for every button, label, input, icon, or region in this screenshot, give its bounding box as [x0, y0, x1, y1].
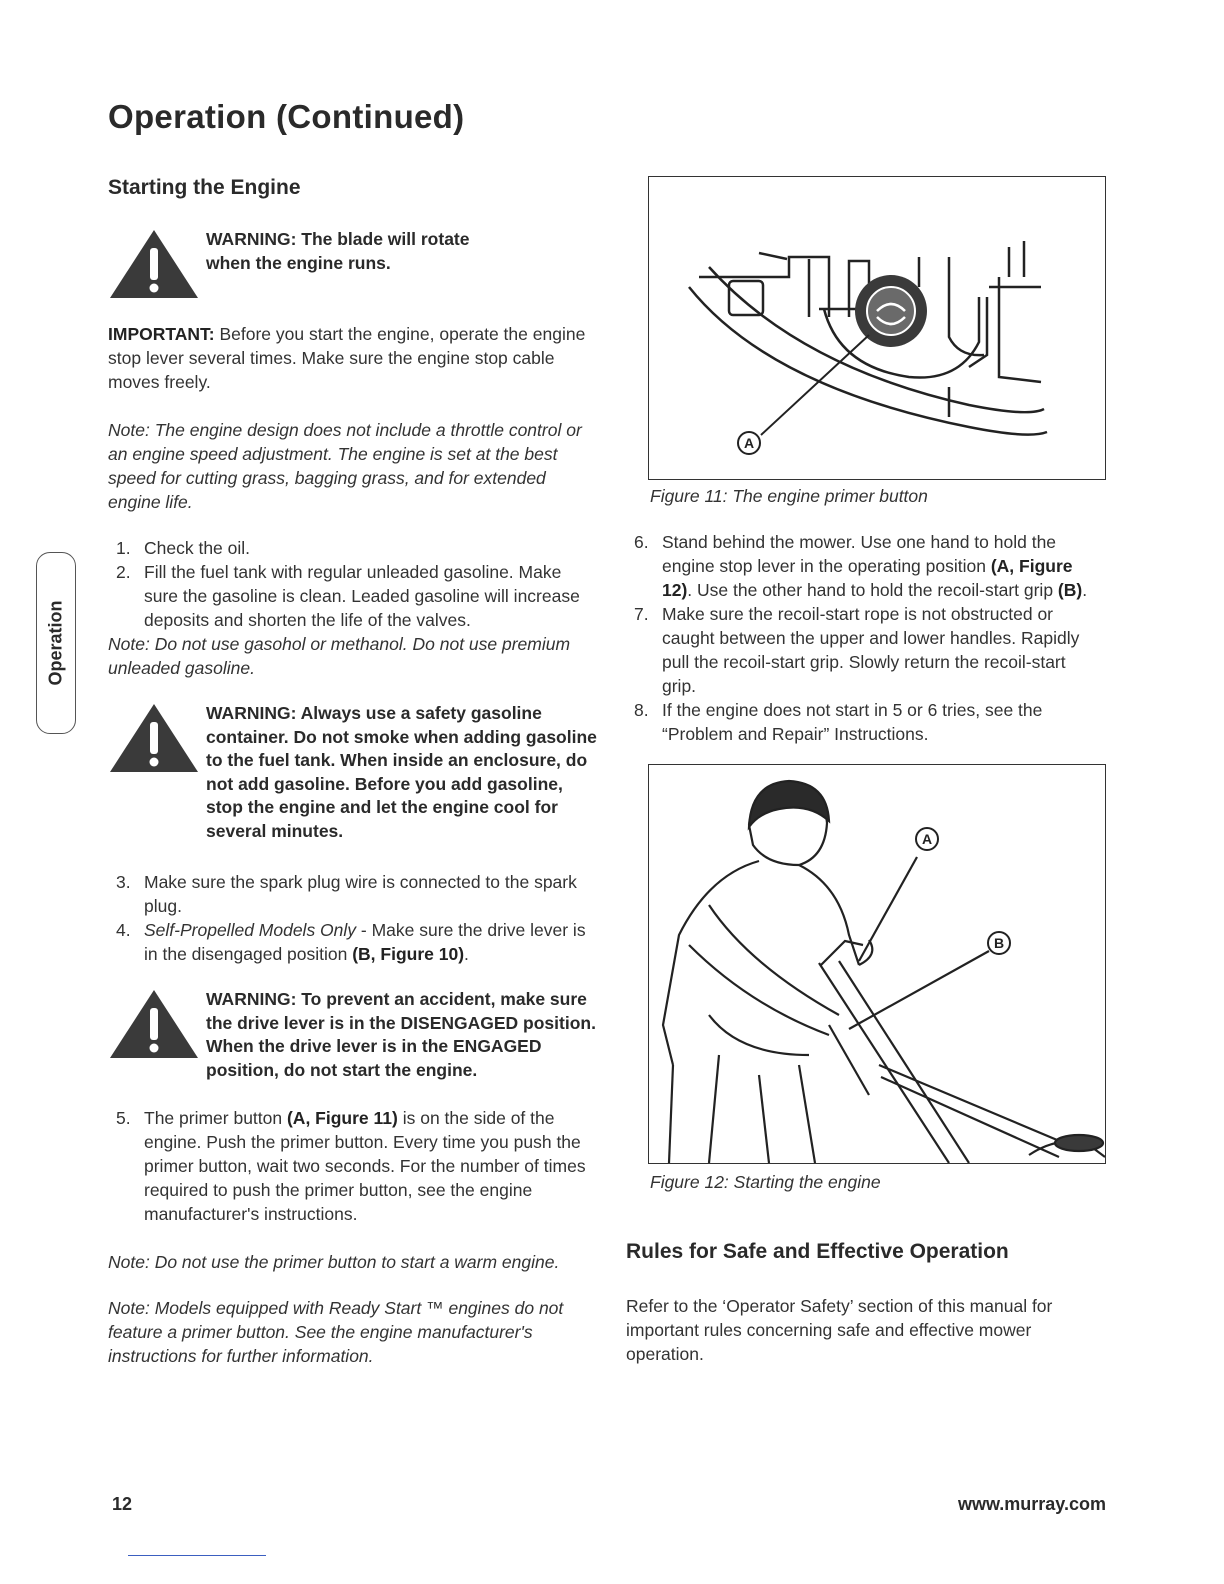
footer-url: www.murray.com	[957, 1494, 1106, 1514]
warning-triangle-icon	[108, 988, 200, 1060]
warning-line: when the engine runs.	[206, 252, 391, 273]
step-italic: Self-Propelled Models Only	[144, 920, 357, 940]
figure-reference: (A, Figure 12)	[662, 556, 1073, 600]
note-ready-start: Note: Models equipped with Ready Start ™ engines do not feature a primer button. See the engine manufacturer's instructions for further information.	[108, 1298, 564, 1366]
step-number: 4.	[116, 920, 131, 940]
section-heading-starting: Starting the Engine	[108, 176, 301, 199]
warning-text	[206, 228, 470, 275]
note-gasohol: Note: Do not use gasohol or methanol. Do not use premium unleaded gasoline.	[108, 634, 571, 678]
warning-triangle-icon	[108, 228, 200, 300]
step-number: 8.	[634, 700, 649, 720]
step-text: is on the side of the engine. Push the primer button. Every time you push the primer button, wait two seconds. For the number of times required to push the primer button, see the engine manufacturer's instructions.	[144, 1108, 586, 1224]
step-text: - Make sure the drive lever is in the disengaged position	[144, 920, 586, 964]
figure-reference: (B)	[1057, 580, 1083, 600]
figure-11-caption: Figure 11: The engine primer button	[650, 486, 928, 506]
steps-list-3	[108, 1106, 592, 1226]
step-text: The primer button	[144, 1108, 287, 1128]
warning-line: WARNING: To prevent an accident, make sure	[206, 989, 587, 1009]
step-text: If the engine does not start in 5 or 6 tries, see the “Problem and Repair” Instructions.	[662, 700, 1043, 744]
warning-drive-lever	[108, 988, 598, 1088]
important-label: IMPORTANT:	[108, 324, 215, 344]
step-text: Check the oil.	[144, 538, 251, 558]
bottom-rule	[128, 1555, 266, 1556]
step-text: . Use the other hand to hold the recoil-start grip	[687, 580, 1058, 600]
step-number: 6.	[634, 532, 649, 552]
step-text: Stand behind the mower. Use one hand to hold the engine stop lever in the operating position	[662, 532, 1057, 576]
list-item	[626, 602, 1102, 698]
starting-engine-illustration	[649, 765, 1105, 1163]
warning-text	[206, 702, 597, 843]
figure-reference: (A, Figure 11)	[286, 1108, 398, 1128]
callout-a: A	[921, 831, 933, 847]
step-end: .	[1082, 580, 1088, 600]
step-text: Make sure the spark plug wire is connected to the spark plug.	[144, 872, 577, 916]
step-number: 2.	[116, 562, 131, 582]
list-item	[626, 530, 1102, 602]
step-end: .	[464, 944, 469, 964]
warning-triangle-icon	[108, 702, 200, 774]
engine-primer-illustration	[649, 177, 1105, 479]
steps-list-4	[626, 530, 1102, 746]
step-text: Make sure the recoil-start rope is not obstructed or caught between the upper and lower handles. Rapidly pull the recoil-start grip. Slowly return the recoil-start grip.	[662, 604, 1080, 696]
important-paragraph	[108, 322, 586, 394]
page-number: 12	[112, 1494, 133, 1514]
list-item	[108, 1106, 592, 1226]
page-title: Operation (Continued)	[108, 98, 465, 135]
figure-12	[648, 764, 1106, 1164]
side-tab-label: Operation	[45, 600, 66, 686]
step-text: Fill the fuel tank with regular unleaded gasoline. Make sure the gasoline is clean. Leaded gasoline will increase deposits and shorten the life of the valves.	[144, 562, 580, 630]
step-number: 7.	[634, 604, 649, 624]
warning-line: not add gasoline. Before you add gasoline,	[206, 773, 563, 794]
list-item	[108, 918, 588, 966]
figure-11	[648, 176, 1106, 480]
warning-line: stop the engine and let the engine cool for	[206, 797, 558, 817]
side-tab	[36, 552, 76, 734]
figure-12-caption: Figure 12: Starting the engine	[650, 1172, 881, 1192]
step-number: 5.	[116, 1108, 131, 1128]
section-heading-rules: Rules for Safe and Effective Operation	[626, 1240, 1009, 1263]
warning-line: WARNING: Always use a safety gasoline	[206, 703, 542, 723]
note-warm-engine: Note: Do not use the primer button to start a warm engine.	[108, 1252, 560, 1272]
warning-line: container. Do not smoke when adding gasoline	[206, 726, 597, 747]
list-item	[626, 698, 1102, 746]
warning-gasoline	[108, 702, 598, 848]
note-throttle: Note: The engine design does not include a throttle control or an engine speed adjustment. The engine is set at the best speed for cutting grass, bagging grass, and for extended engine life.	[108, 420, 582, 512]
important-text: Before you start the engine, operate the engine stop lever several times. Make sure the engine stop cable moves freely.	[108, 324, 586, 392]
steps-list-2	[108, 870, 588, 966]
rules-paragraph: Refer to the ‘Operator Safety’ section of this manual for important rules concerning safe and effective mower operation.	[626, 1296, 1053, 1364]
steps-list-1	[108, 536, 588, 632]
warning-text	[206, 988, 596, 1082]
step-number: 1.	[116, 538, 131, 558]
callout-b: B	[993, 935, 1005, 951]
step-number: 3.	[116, 872, 131, 892]
warning-line: several minutes.	[206, 820, 344, 841]
warning-line: When the drive lever is in the ENGAGED	[206, 1036, 542, 1056]
list-item	[108, 870, 588, 918]
warning-line: to the fuel tank. When inside an enclosure, do	[206, 750, 588, 770]
list-item	[108, 560, 588, 632]
warning-line: the drive lever is in the DISENGAGED position.	[206, 1012, 596, 1033]
warning-blade	[108, 228, 598, 304]
warning-line: WARNING: The blade will rotate	[206, 229, 470, 249]
callout-a: A	[743, 435, 755, 451]
list-item	[108, 536, 588, 560]
warning-line: position, do not start the engine.	[206, 1059, 478, 1080]
figure-reference: (B, Figure 10)	[352, 944, 465, 964]
